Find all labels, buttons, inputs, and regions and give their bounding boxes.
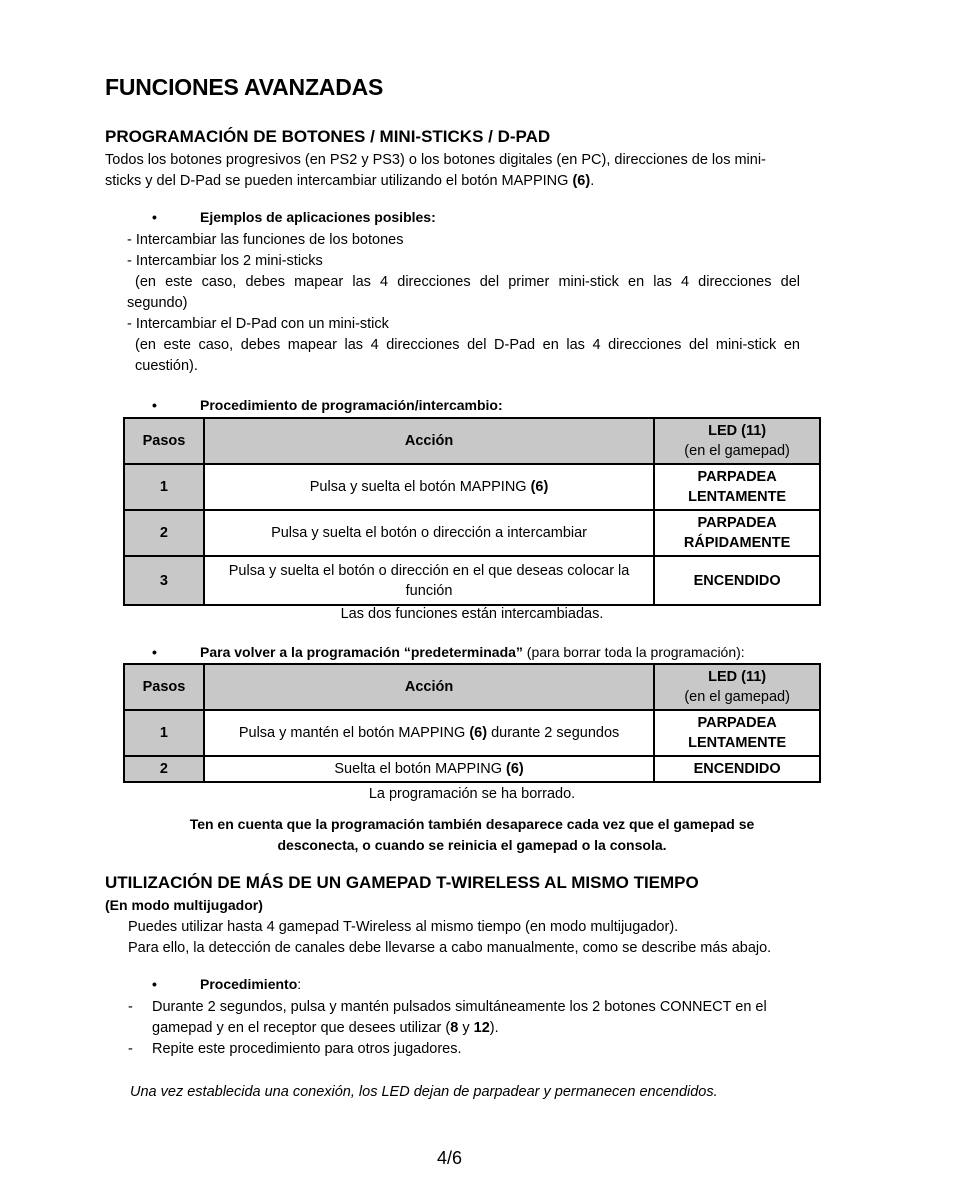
programming-steps-table <box>123 417 821 606</box>
default-label: Para volver a la programación “predeterminada” <box>200 644 523 660</box>
examples-bullet <box>152 209 436 225</box>
multiplayer-paragraph: Puedes utilizar hasta 4 gamepad T-Wireless al mismo tiempo (en modo multijugador). Para ello, la detección de canales debe llevarse a cabo manualmente, como se describe más abajo. <box>128 919 772 956</box>
example-2-note: (en este caso, debes mapear las 4 direcciones del primer mini-stick en las 4 direcciones del <box>135 274 800 290</box>
table-2-caption: La programación se ha borrado. <box>368 786 576 802</box>
intro-line-2: sticks y del D-Pad se pueden intercambiar utilizando el botón MAPPING (6). <box>105 173 595 189</box>
bullet-icon: • <box>152 644 157 660</box>
table-1-caption: Las dos funciones están intercambiadas. <box>340 606 604 622</box>
table-header-row <box>124 418 820 464</box>
programming-note: Ten en cuenta que la programación también desaparece cada vez que el gamepad se desconecta, o cuando se reinicia el gamepad o la consola. <box>189 816 755 853</box>
default-bullet: • Para volver a la programación “predeterminada” (para borrar toda la programación): <box>200 642 745 663</box>
page-title: FUNCIONES AVANZADAS <box>105 74 384 100</box>
step-action: Pulsa y suelta el botón MAPPING (6) <box>204 464 654 510</box>
bullet-icon: • <box>152 397 157 413</box>
examples-label: Ejemplos de aplicaciones posibles: <box>200 209 436 225</box>
multiplayer-subheading: (En modo multijugador) <box>105 897 263 913</box>
step-number: 1 <box>124 464 204 510</box>
column-header-led: LED (11) (en el gamepad) <box>654 418 820 464</box>
reset-steps-table <box>123 663 821 783</box>
multiplayer-procedure-bullet: • Procedimiento: <box>152 976 302 992</box>
multiplayer-procedure-label: Procedimiento <box>200 976 298 992</box>
example-3-note: (en este caso, debes mapear las 4 direcciones del D-Pad en las 4 direcciones del mini-stick en <box>135 337 800 353</box>
example-1: - Intercambiar las funciones de los botones <box>127 232 404 248</box>
bullet-icon: • <box>152 209 157 225</box>
step-led: PARPADEA LENTAMENTE <box>654 710 820 756</box>
intro-paragraph <box>105 150 805 192</box>
example-2-note-end: segundo) <box>127 295 188 311</box>
step-led: ENCENDIDO <box>654 556 820 605</box>
list-item: - Repite este procedimiento para otros jugadores. <box>128 1041 462 1057</box>
step-number: 1 <box>124 710 204 756</box>
step-action: Suelta el botón MAPPING (6) <box>204 756 654 782</box>
example-3-note-end: cuestión). <box>135 358 198 374</box>
section-heading-multiplayer: UTILIZACIÓN DE MÁS DE UN GAMEPAD T-WIRELESS AL MISMO TIEMPO <box>105 873 699 892</box>
table-header-row <box>124 664 820 710</box>
list-item: - Durante 2 segundos, pulsa y mantén pulsados simultáneamente los 2 botones CONNECT en el gamepad y en el receptor que desees utilizar (8 y 12). <box>128 999 767 1036</box>
table-row <box>124 556 820 605</box>
step-number: 2 <box>124 510 204 556</box>
step-action: Pulsa y suelta el botón o dirección en el que deseas colocar la función <box>204 556 654 605</box>
column-header-led: LED (11) (en el gamepad) <box>654 664 820 710</box>
table-row <box>124 710 820 756</box>
step-action: Pulsa y suelta el botón o dirección a intercambiar <box>204 510 654 556</box>
page-number: 4/6 <box>437 1148 463 1168</box>
table-row <box>124 756 820 782</box>
step-number: 3 <box>124 556 204 605</box>
table-row <box>124 510 820 556</box>
procedure-label: Procedimiento de programación/intercambio: <box>200 397 503 413</box>
step-led: PARPADEA LENTAMENTE <box>654 464 820 510</box>
example-3: - Intercambiar el D-Pad con un mini-stick <box>127 316 389 332</box>
bullet-icon: • <box>152 976 157 992</box>
step-led: PARPADEA RÁPIDAMENTE <box>654 510 820 556</box>
example-2: - Intercambiar los 2 mini-sticks <box>127 253 323 269</box>
section-heading-programming: PROGRAMACIÓN DE BOTONES / MINI-STICKS / D-PAD <box>105 127 551 146</box>
column-header-steps: Pasos <box>124 664 204 710</box>
column-header-action: Acción <box>204 418 654 464</box>
step-number: 2 <box>124 756 204 782</box>
multiplayer-steps <box>128 997 804 1060</box>
procedure-bullet <box>152 397 503 413</box>
column-header-steps: Pasos <box>124 418 204 464</box>
step-led: ENCENDIDO <box>654 756 820 782</box>
closing-note: Una vez establecida una conexión, los LED dejan de parpadear y permanecen encendidos. <box>130 1084 718 1100</box>
column-header-action: Acción <box>204 664 654 710</box>
table-row <box>124 464 820 510</box>
intro-line-1: Todos los botones progresivos (en PS2 y PS3) o los botones digitales (en PC), direcciones de los mini- <box>105 152 766 168</box>
step-action: Pulsa y mantén el botón MAPPING (6) durante 2 segundos <box>204 710 654 756</box>
examples-list <box>127 230 800 377</box>
